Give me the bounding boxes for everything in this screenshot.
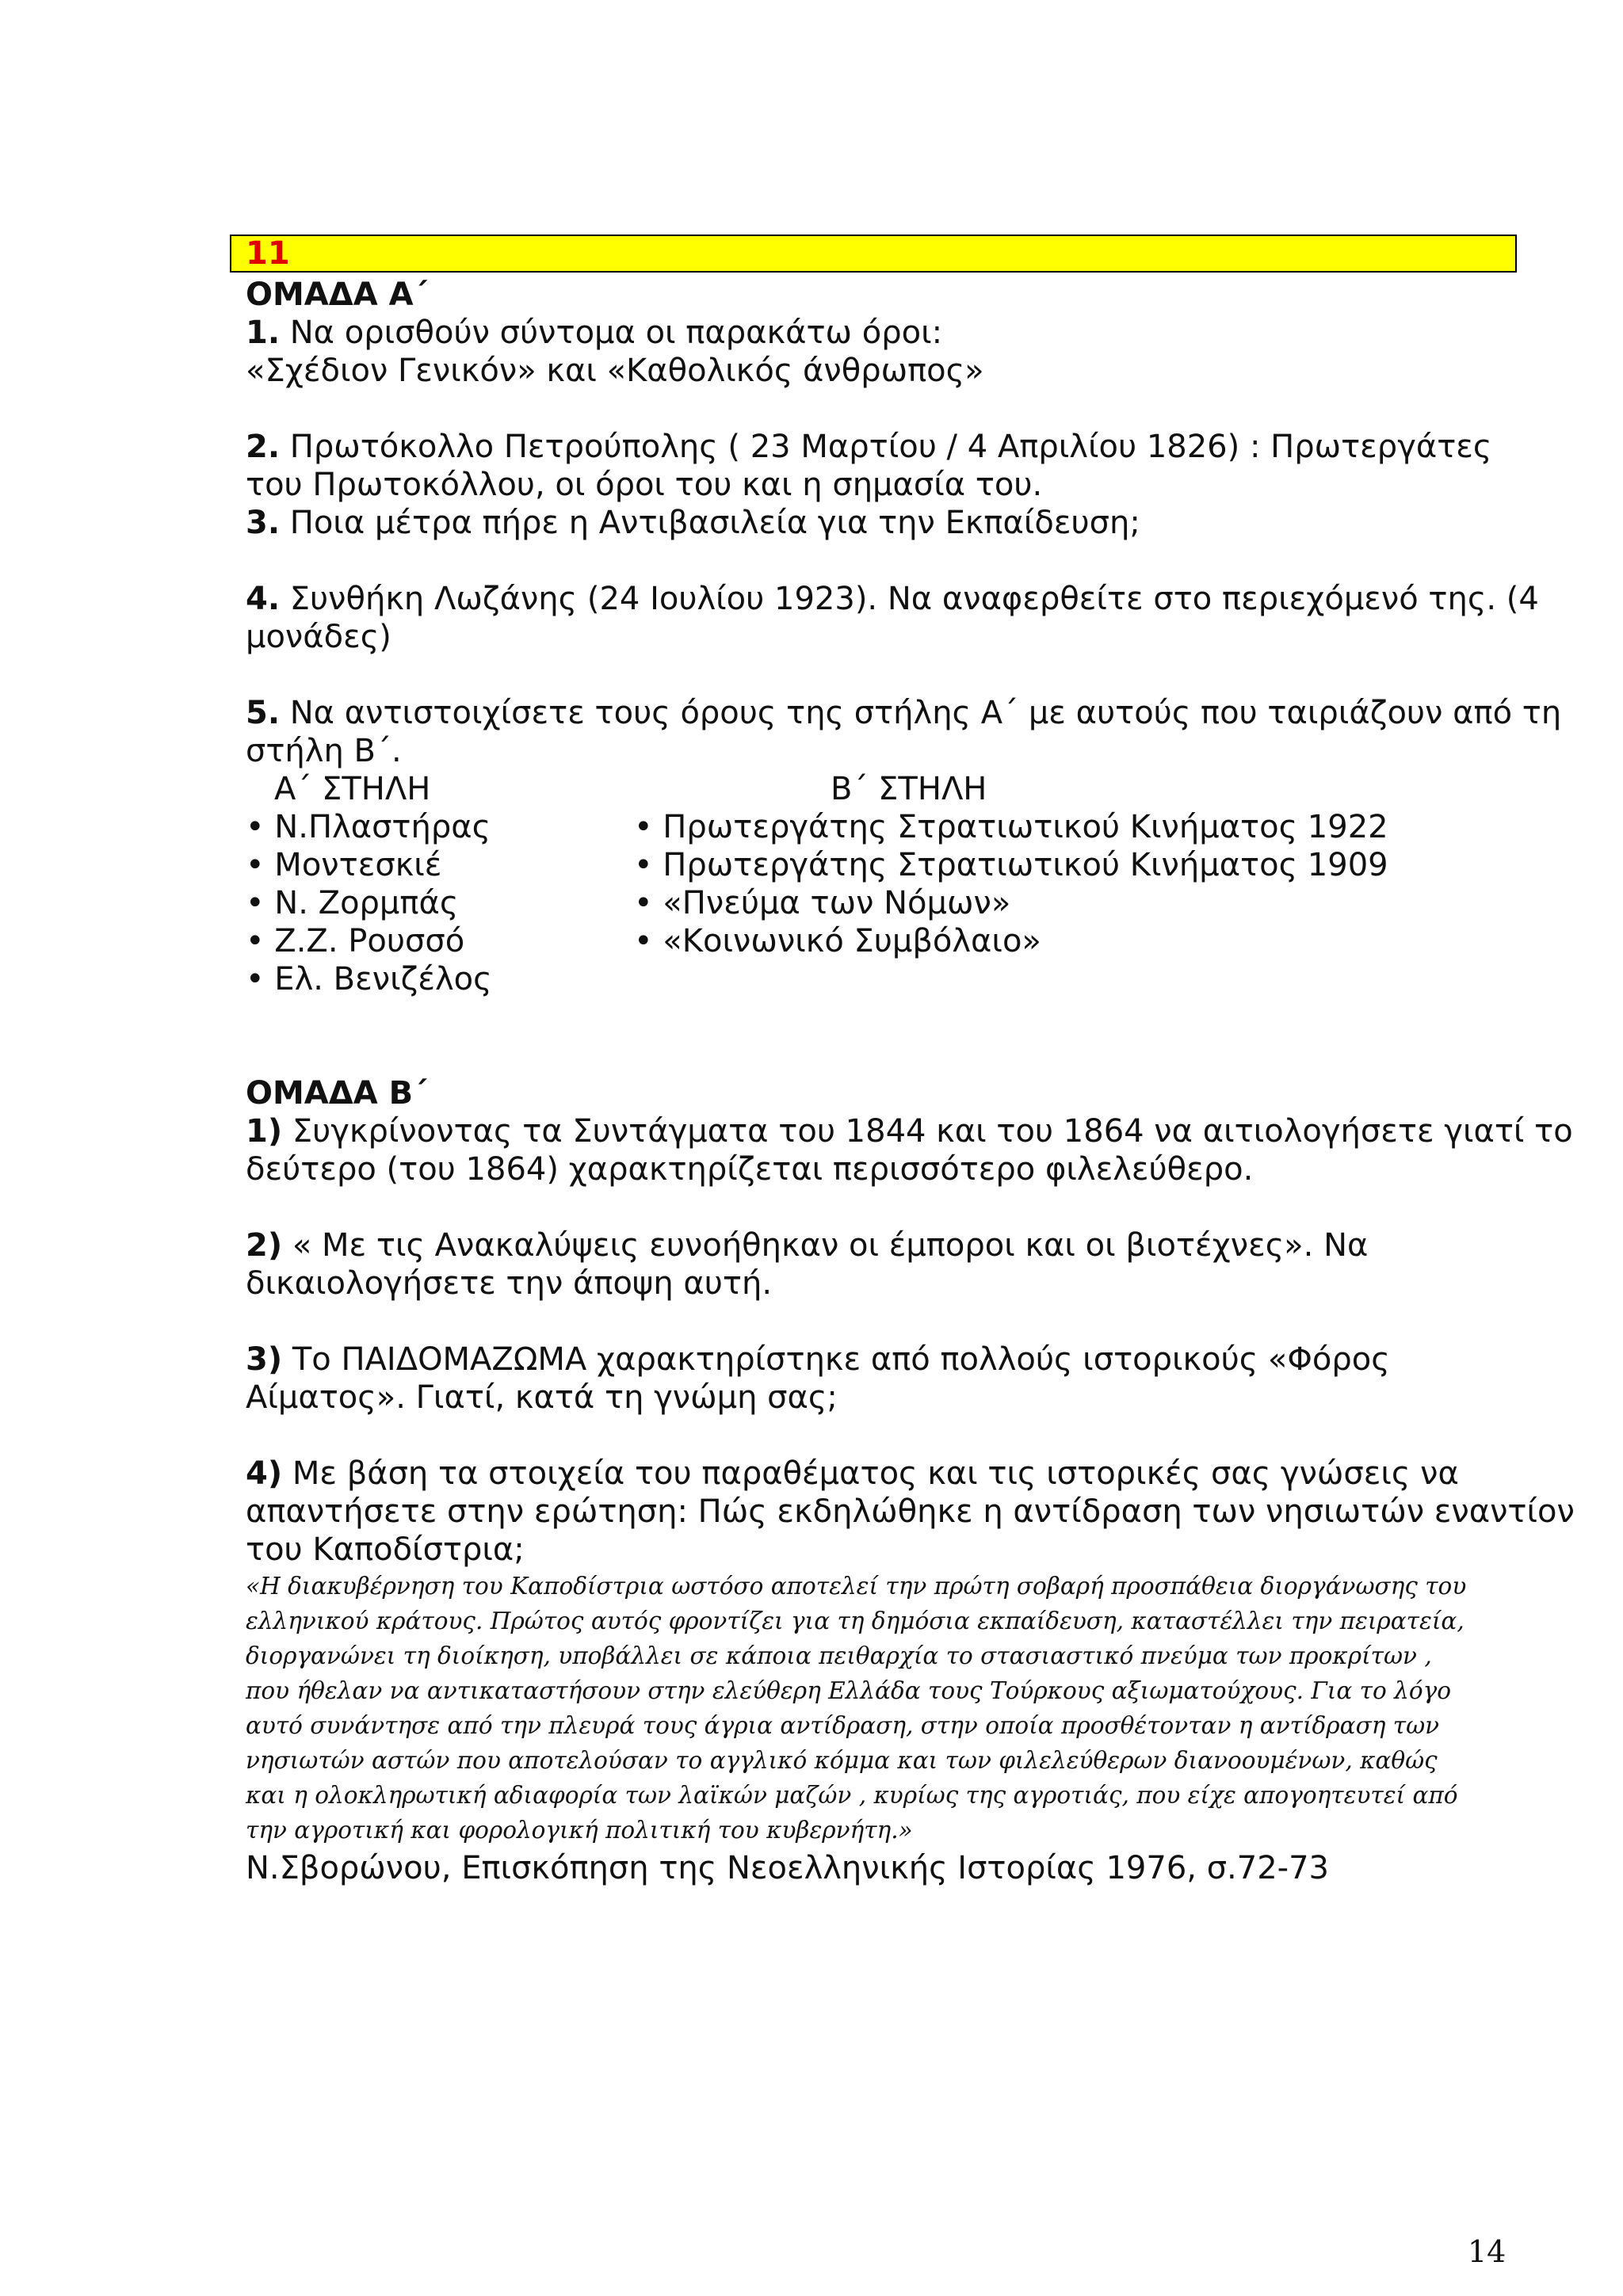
column-b-header: Β΄ ΣΤΗΛΗ (831, 771, 987, 807)
question-number: 3. (246, 505, 281, 541)
group-a-q3-line1 (246, 504, 1140, 542)
section-number-box (230, 235, 1517, 273)
quote-line: που ήθελαν να αντικαταστήσουν στην ελεύθερη Ελλάδα τους Τούρκους αξιωματούχους. Για το λόγο (246, 1677, 1451, 1704)
section-number: 11 (246, 235, 290, 272)
group-b-q4-line2: απαντήσετε στην ερώτηση: Πώς εκδηλώθηκε η αντίδραση των νησιωτών εναντίον (246, 1493, 1575, 1530)
group-a-q5-line2: στήλη Β΄. (246, 733, 402, 769)
group-a-q4-line2: μονάδες) (246, 619, 391, 655)
group-b-q1-line2: δεύτερο (του 1864) χαρακτηρίζεται περισσότερο φιλελεύθερο. (246, 1151, 1254, 1188)
question-text: « Με τις Ανακαλύψεις ευνοήθηκαν οι έμποροι και οι βιοτέχνες». Να (282, 1227, 1369, 1264)
column-a-header: Α΄ ΣΤΗΛΗ (274, 771, 431, 807)
quote-line: και η ολοκληρωτική αδιαφορία των λαϊκών μαζών , κυρίως της αγροτιάς, που είχε απογοητευτεί από (246, 1782, 1458, 1809)
column-a-item: • Ν.Πλαστήρας (246, 809, 491, 845)
group-a-q4-line1 (246, 580, 1539, 618)
page-number: 14 (1468, 2234, 1507, 2269)
group-b-q4-line3: του Καποδίστρια; (246, 1531, 525, 1568)
group-a-q1-line2: «Σχέδιον Γενικόν» και «Καθολικός άνθρωπος» (246, 353, 984, 389)
group-a-title: ΟΜΑΔΑ Α΄ (246, 277, 428, 313)
question-number: 2) (246, 1227, 283, 1264)
group-b-title: ΟΜΑΔΑ Β΄ (246, 1075, 427, 1112)
quote-line: ελληνικού κράτους. Πρώτος αυτός φροντίζει για τη δημόσια εκπαίδευση, καταστέλλει την πειρατεία, (246, 1608, 1465, 1634)
group-b-q2-line2: δικαιολογήσετε την άποψη αυτή. (246, 1265, 773, 1302)
quote-line: νησιωτών αστών που αποτελούσαν το αγγλικό κόμμα και των φιλελεύθερων διανοουμένων, καθώς (246, 1747, 1438, 1774)
question-number: 2. (246, 429, 281, 465)
question-number: 1) (246, 1113, 283, 1150)
quote-source: Ν.Σβορώνου, Επισκόπηση της Νεοελληνικής Ιστορίας 1976, σ.72-73 (246, 1850, 1329, 1886)
historical-quote (246, 1569, 1506, 1848)
question-number: 1. (246, 315, 281, 351)
group-b-q3-line2: Αίματος». Γιατί, κατά τη γνώμη σας; (246, 1379, 838, 1416)
question-text: Να αντιστοιχίσετε τους όρους της στήλης Α΄ με αυτούς που ταιριάζουν από τη (280, 695, 1562, 731)
column-b-item: • «Κοινωνικό Συμβόλαιο» (634, 923, 1041, 959)
group-a-q2-line2: του Πρωτοκόλλου, οι όροι του και η σημασία του. (246, 467, 1043, 503)
question-text: Με βάση τα στοιχεία του παραθέματος και τις ιστορικές σας γνώσεις να (282, 1455, 1459, 1492)
column-a-item: • Μοντεσκιέ (246, 847, 442, 883)
question-number: 4) (246, 1455, 283, 1492)
group-b-q3-line1 (246, 1341, 1390, 1379)
question-text: Ποια μέτρα πήρε η Αντιβασιλεία για την Εκπαίδευση; (280, 505, 1140, 541)
question-number: 5. (246, 695, 281, 731)
column-a-item: • Ζ.Ζ. Ρουσσό (246, 923, 465, 959)
quote-line: «Η διακυβέρνηση του Καποδίστρια ωστόσο αποτελεί την πρώτη σοβαρή προσπάθεια διοργάνωσης του (246, 1573, 1467, 1600)
quote-line: αυτό συνάντησε από την πλευρά τους άγρια αντίδραση, στην οποία προσθέτονταν η αντίδραση των (246, 1712, 1440, 1739)
question-text: Πρωτόκολλο Πετρούπολης ( 23 Μαρτίου / 4 Απριλίου 1826) : Πρωτεργάτες (280, 429, 1492, 465)
question-text: Να ορισθούν σύντομα οι παρακάτω όροι: (280, 315, 943, 351)
question-text: Συνθήκη Λωζάνης (24 Ιουλίου 1923). Να αναφερθείτε στο περιεχόμενό της. (4 (280, 581, 1539, 617)
group-b-q2-line1 (246, 1226, 1368, 1264)
column-b-item: • Πρωτεργάτης Στρατιωτικού Κινήματος 1909 (634, 847, 1388, 883)
group-b-q1-line1 (246, 1112, 1573, 1150)
quote-line: διοργανώνει τη διοίκηση, υποβάλλει σε κάποια πειθαρχία το στασιαστικό πνεύμα των προκρίτων , (246, 1642, 1432, 1669)
quote-line: την αγροτική και φορολογική πολιτική του κυβερνήτη.» (246, 1817, 913, 1844)
question-number: 3) (246, 1341, 283, 1378)
group-a-q5-line1 (246, 694, 1561, 732)
column-a-item: • Ν. Ζορμπάς (246, 885, 459, 921)
question-text: Το ΠΑΙΔΟΜΑΖΩΜΑ χαρακτηρίστηκε από πολλούς ιστορικούς «Φόρος (282, 1341, 1390, 1378)
column-b-item: • Πρωτεργάτης Στρατιωτικού Κινήματος 1922 (634, 809, 1388, 845)
column-a-item: • Ελ. Βενιζέλος (246, 961, 492, 997)
question-text: Συγκρίνοντας τα Συντάγματα του 1844 και του 1864 να αιτιολογήσετε γιατί το (282, 1113, 1573, 1150)
group-b-q4-line1 (246, 1455, 1459, 1493)
question-number: 4. (246, 581, 281, 617)
column-b-item: • «Πνεύμα των Νόμων» (634, 885, 1011, 921)
group-a-q2-line1 (246, 428, 1491, 466)
group-a-q1-line1 (246, 314, 942, 352)
